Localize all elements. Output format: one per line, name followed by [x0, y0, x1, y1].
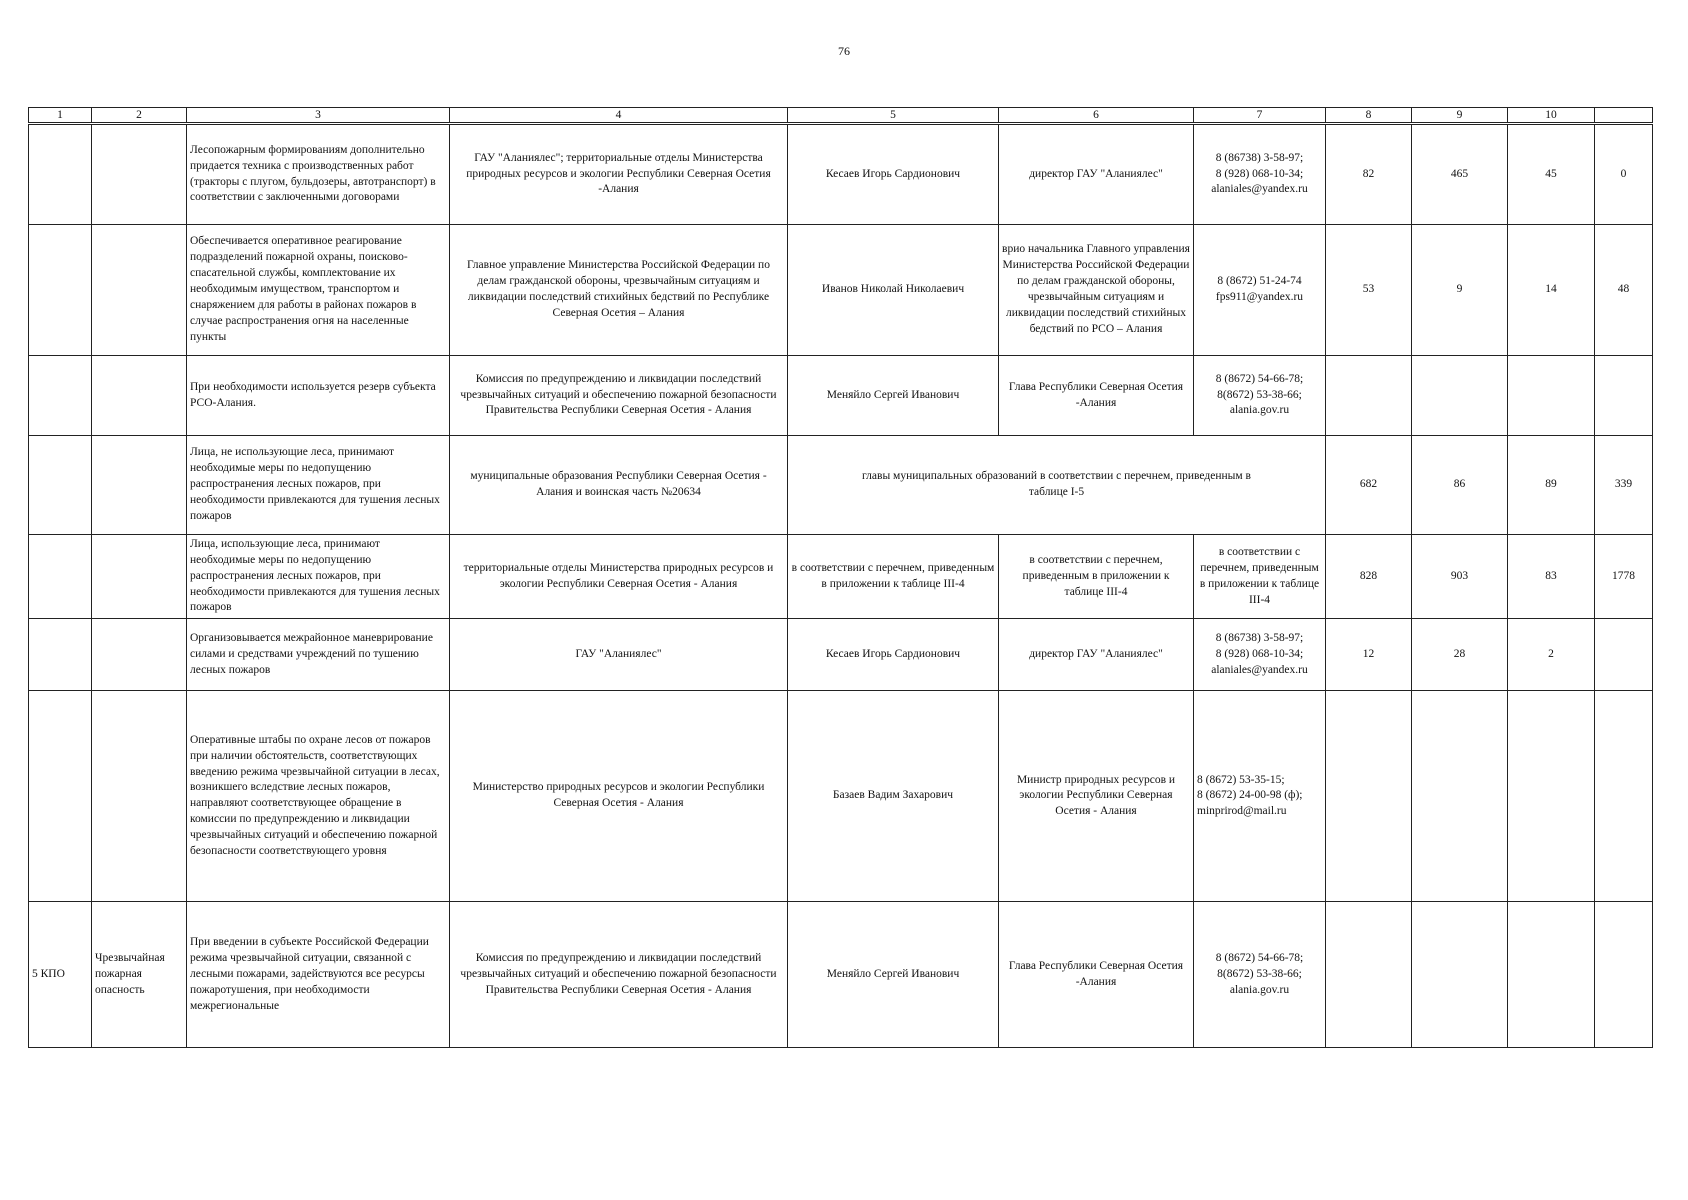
- cell-danger-class: [92, 691, 187, 902]
- cell-value-11: [1595, 619, 1653, 691]
- cell-measure: При необходимости используется резерв субъекта РСО-Алания.: [187, 356, 450, 436]
- cell-merged-responsible: главы муниципальных образований в соответствии с перечнем, приведенным в таблице I-5: [788, 436, 1326, 535]
- cell-value-8: 82: [1326, 124, 1412, 225]
- cell-level: [29, 535, 92, 619]
- column-number-row: [29, 108, 1653, 124]
- cell-value-8: [1326, 691, 1412, 902]
- col-header-4: 4: [450, 108, 788, 124]
- col-header-8: 8: [1326, 108, 1412, 124]
- cell-level: [29, 225, 92, 356]
- cell-value-11: 48: [1595, 225, 1653, 356]
- table-row: [29, 124, 1653, 225]
- cell-level: [29, 356, 92, 436]
- cell-value-8: [1326, 902, 1412, 1048]
- cell-position: Глава Республики Северная Осетия -Алания: [999, 902, 1194, 1048]
- cell-responsible: Меняйло Сергей Иванович: [788, 356, 999, 436]
- cell-position: директор ГАУ "Аланиялес": [999, 619, 1194, 691]
- cell-level: 5 КПО: [29, 902, 92, 1048]
- cell-danger-class: [92, 356, 187, 436]
- cell-value-9: [1412, 691, 1508, 902]
- cell-value-11: [1595, 902, 1653, 1048]
- col-header-3: 3: [187, 108, 450, 124]
- cell-contacts: 8 (8672) 54-66-78; 8(8672) 53-38-66; alania.gov.ru: [1194, 356, 1326, 436]
- cell-value-10: 2: [1508, 619, 1595, 691]
- cell-measure: Организовывается межрайонное маневрирование силами и средствами учреждений по тушению лесных пожаров: [187, 619, 450, 691]
- cell-contacts: 8 (8672) 54-66-78; 8(8672) 53-38-66; alania.gov.ru: [1194, 902, 1326, 1048]
- cell-level: [29, 124, 92, 225]
- page-number: 76: [838, 44, 850, 58]
- cell-position: в соответствии с перечнем, приведенным в приложении к таблице III-4: [999, 535, 1194, 619]
- cell-value-8: 53: [1326, 225, 1412, 356]
- table-row: [29, 691, 1653, 902]
- cell-contacts: в соответствии с перечнем, приведенным в приложении к таблице III-4: [1194, 535, 1326, 619]
- cell-value-9: 465: [1412, 124, 1508, 225]
- table-row: [29, 902, 1653, 1048]
- cell-measure: Оперативные штабы по охране лесов от пожаров при наличии обстоятельств, соответствующих введению режима чрезвычайной ситуации в лесах, возникшего вследствие лесных пожаров, направляют соответствующее обращение в комиссии по предупреждению и ликвидации чрезвычайных ситуаций и обеспечению пожарной безопасности соответствующего уровня: [187, 691, 450, 902]
- cell-measure: При введении в субъекте Российской Федерации режима чрезвычайной ситуации, связанной с лесными пожарами, задействуются все ресурсы пожаротушения, при необходимости межрегиональные: [187, 902, 450, 1048]
- cell-value-8: 12: [1326, 619, 1412, 691]
- cell-responsible: Кесаев Игорь Сардионович: [788, 619, 999, 691]
- cell-value-11: 0: [1595, 124, 1653, 225]
- cell-value-10: 89: [1508, 436, 1595, 535]
- table-row: [29, 356, 1653, 436]
- col-header-10: 10: [1508, 108, 1595, 124]
- cell-organization: Министерство природных ресурсов и экологии Республики Северная Осетия - Алания: [450, 691, 788, 902]
- col-header-7: 7: [1194, 108, 1326, 124]
- cell-value-11: 339: [1595, 436, 1653, 535]
- cell-organization: муниципальные образования Республики Северная Осетия - Алания и воинская часть №20634: [450, 436, 788, 535]
- cell-value-11: 1778: [1595, 535, 1653, 619]
- cell-value-10: [1508, 691, 1595, 902]
- cell-value-9: [1412, 356, 1508, 436]
- cell-value-10: 45: [1508, 124, 1595, 225]
- cell-value-8: [1326, 356, 1412, 436]
- cell-value-8: 828: [1326, 535, 1412, 619]
- cell-responsible: Меняйло Сергей Иванович: [788, 902, 999, 1048]
- cell-danger-class: [92, 225, 187, 356]
- cell-organization: территориальные отделы Министерства природных ресурсов и экологии Республики Северная Осетия - Алания: [450, 535, 788, 619]
- cell-level: [29, 619, 92, 691]
- cell-contacts: 8 (86738) 3-58-97; 8 (928) 068-10-34; alaniales@yandex.ru: [1194, 124, 1326, 225]
- cell-value-9: 28: [1412, 619, 1508, 691]
- cell-contacts: 8 (8672) 53-35-15; 8 (8672) 24-00-98 (ф); minprirod@mail.ru: [1194, 691, 1326, 902]
- cell-value-10: [1508, 356, 1595, 436]
- table-row: [29, 535, 1653, 619]
- cell-organization: Комиссия по предупреждению и ликвидации последствий чрезвычайных ситуаций и обеспечению пожарной безопасности Правительства Республики Северная Осетия - Алания: [450, 902, 788, 1048]
- cell-organization: ГАУ "Аланиялес": [450, 619, 788, 691]
- cell-danger-class: Чрезвычайная пожарная опасность: [92, 902, 187, 1048]
- cell-danger-class: [92, 619, 187, 691]
- cell-value-9: 86: [1412, 436, 1508, 535]
- table-row: [29, 619, 1653, 691]
- cell-organization: Главное управление Министерства Российской Федерации по делам гражданской обороны, чрезвычайным ситуациям и ликвидации последствий стихийных бедствий по Республике Северная Осетия – Алания: [450, 225, 788, 356]
- col-header-9: 9: [1412, 108, 1508, 124]
- cell-value-9: 9: [1412, 225, 1508, 356]
- cell-position: врио начальника Главного управления Министерства Российской Федерации по делам гражданской обороны, чрезвычайным ситуациям и ликвидации последствий стихийных бедствий по РСО – Алания: [999, 225, 1194, 356]
- cell-responsible: Иванов Николай Николаевич: [788, 225, 999, 356]
- cell-responsible: в соответствии с перечнем, приведенным в приложении к таблице III-4: [788, 535, 999, 619]
- cell-value-11: [1595, 356, 1653, 436]
- col-header-2: 2: [92, 108, 187, 124]
- cell-value-9: [1412, 902, 1508, 1048]
- cell-value-11: [1595, 691, 1653, 902]
- cell-level: [29, 436, 92, 535]
- cell-position: Министр природных ресурсов и экологии Республики Северная Осетия - Алания: [999, 691, 1194, 902]
- cell-danger-class: [92, 436, 187, 535]
- cell-responsible: Базаев Вадим Захарович: [788, 691, 999, 902]
- cell-danger-class: [92, 535, 187, 619]
- col-header-6: 6: [999, 108, 1194, 124]
- col-header-11: [1595, 108, 1653, 124]
- cell-measure: Лесопожарным формированиям дополнительно придается техника с производственных работ (тракторы с плугом, бульдозеры, автотранспорт) в соответствии с заключенными договорами: [187, 124, 450, 225]
- cell-contacts: 8 (86738) 3-58-97; 8 (928) 068-10-34; alaniales@yandex.ru: [1194, 619, 1326, 691]
- cell-value-8: 682: [1326, 436, 1412, 535]
- col-header-1: 1: [29, 108, 92, 124]
- cell-organization: Комиссия по предупреждению и ликвидации последствий чрезвычайных ситуаций и обеспечению пожарной безопасности Правительства Республики Северная Осетия - Алания: [450, 356, 788, 436]
- response-plan-table: [28, 107, 1653, 1048]
- cell-measure: Лица, использующие леса, принимают необходимые меры по недопущению распространения лесных пожаров, при необходимости привлекаются для тушения лесных пожаров: [187, 535, 450, 619]
- cell-value-10: [1508, 902, 1595, 1048]
- cell-measure: Обеспечивается оперативное реагирование подразделений пожарной охраны, поисково-спасательной службы, комплектование их необходимым имуществом, транспортом и снаряжением для работы в районах пожаров в случае распространения огня на населенные пункты: [187, 225, 450, 356]
- col-header-5: 5: [788, 108, 999, 124]
- cell-organization: ГАУ "Аланиялес"; территориальные отделы Министерства природных ресурсов и экологии Республики Северная Осетия -Алания: [450, 124, 788, 225]
- cell-danger-class: [92, 124, 187, 225]
- cell-value-10: 14: [1508, 225, 1595, 356]
- cell-position: Глава Республики Северная Осетия -Алания: [999, 356, 1194, 436]
- cell-position: директор ГАУ "Аланиялес": [999, 124, 1194, 225]
- cell-value-9: 903: [1412, 535, 1508, 619]
- table-row: [29, 225, 1653, 356]
- cell-responsible: Кесаев Игорь Сардионович: [788, 124, 999, 225]
- cell-measure: Лица, не использующие леса, принимают необходимые меры по недопущению распространения лесных пожаров, при необходимости привлекаются для тушения лесных пожаров: [187, 436, 450, 535]
- cell-value-10: 83: [1508, 535, 1595, 619]
- table-row: [29, 436, 1653, 535]
- cell-level: [29, 691, 92, 902]
- cell-contacts: 8 (8672) 51-24-74 fps911@yandex.ru: [1194, 225, 1326, 356]
